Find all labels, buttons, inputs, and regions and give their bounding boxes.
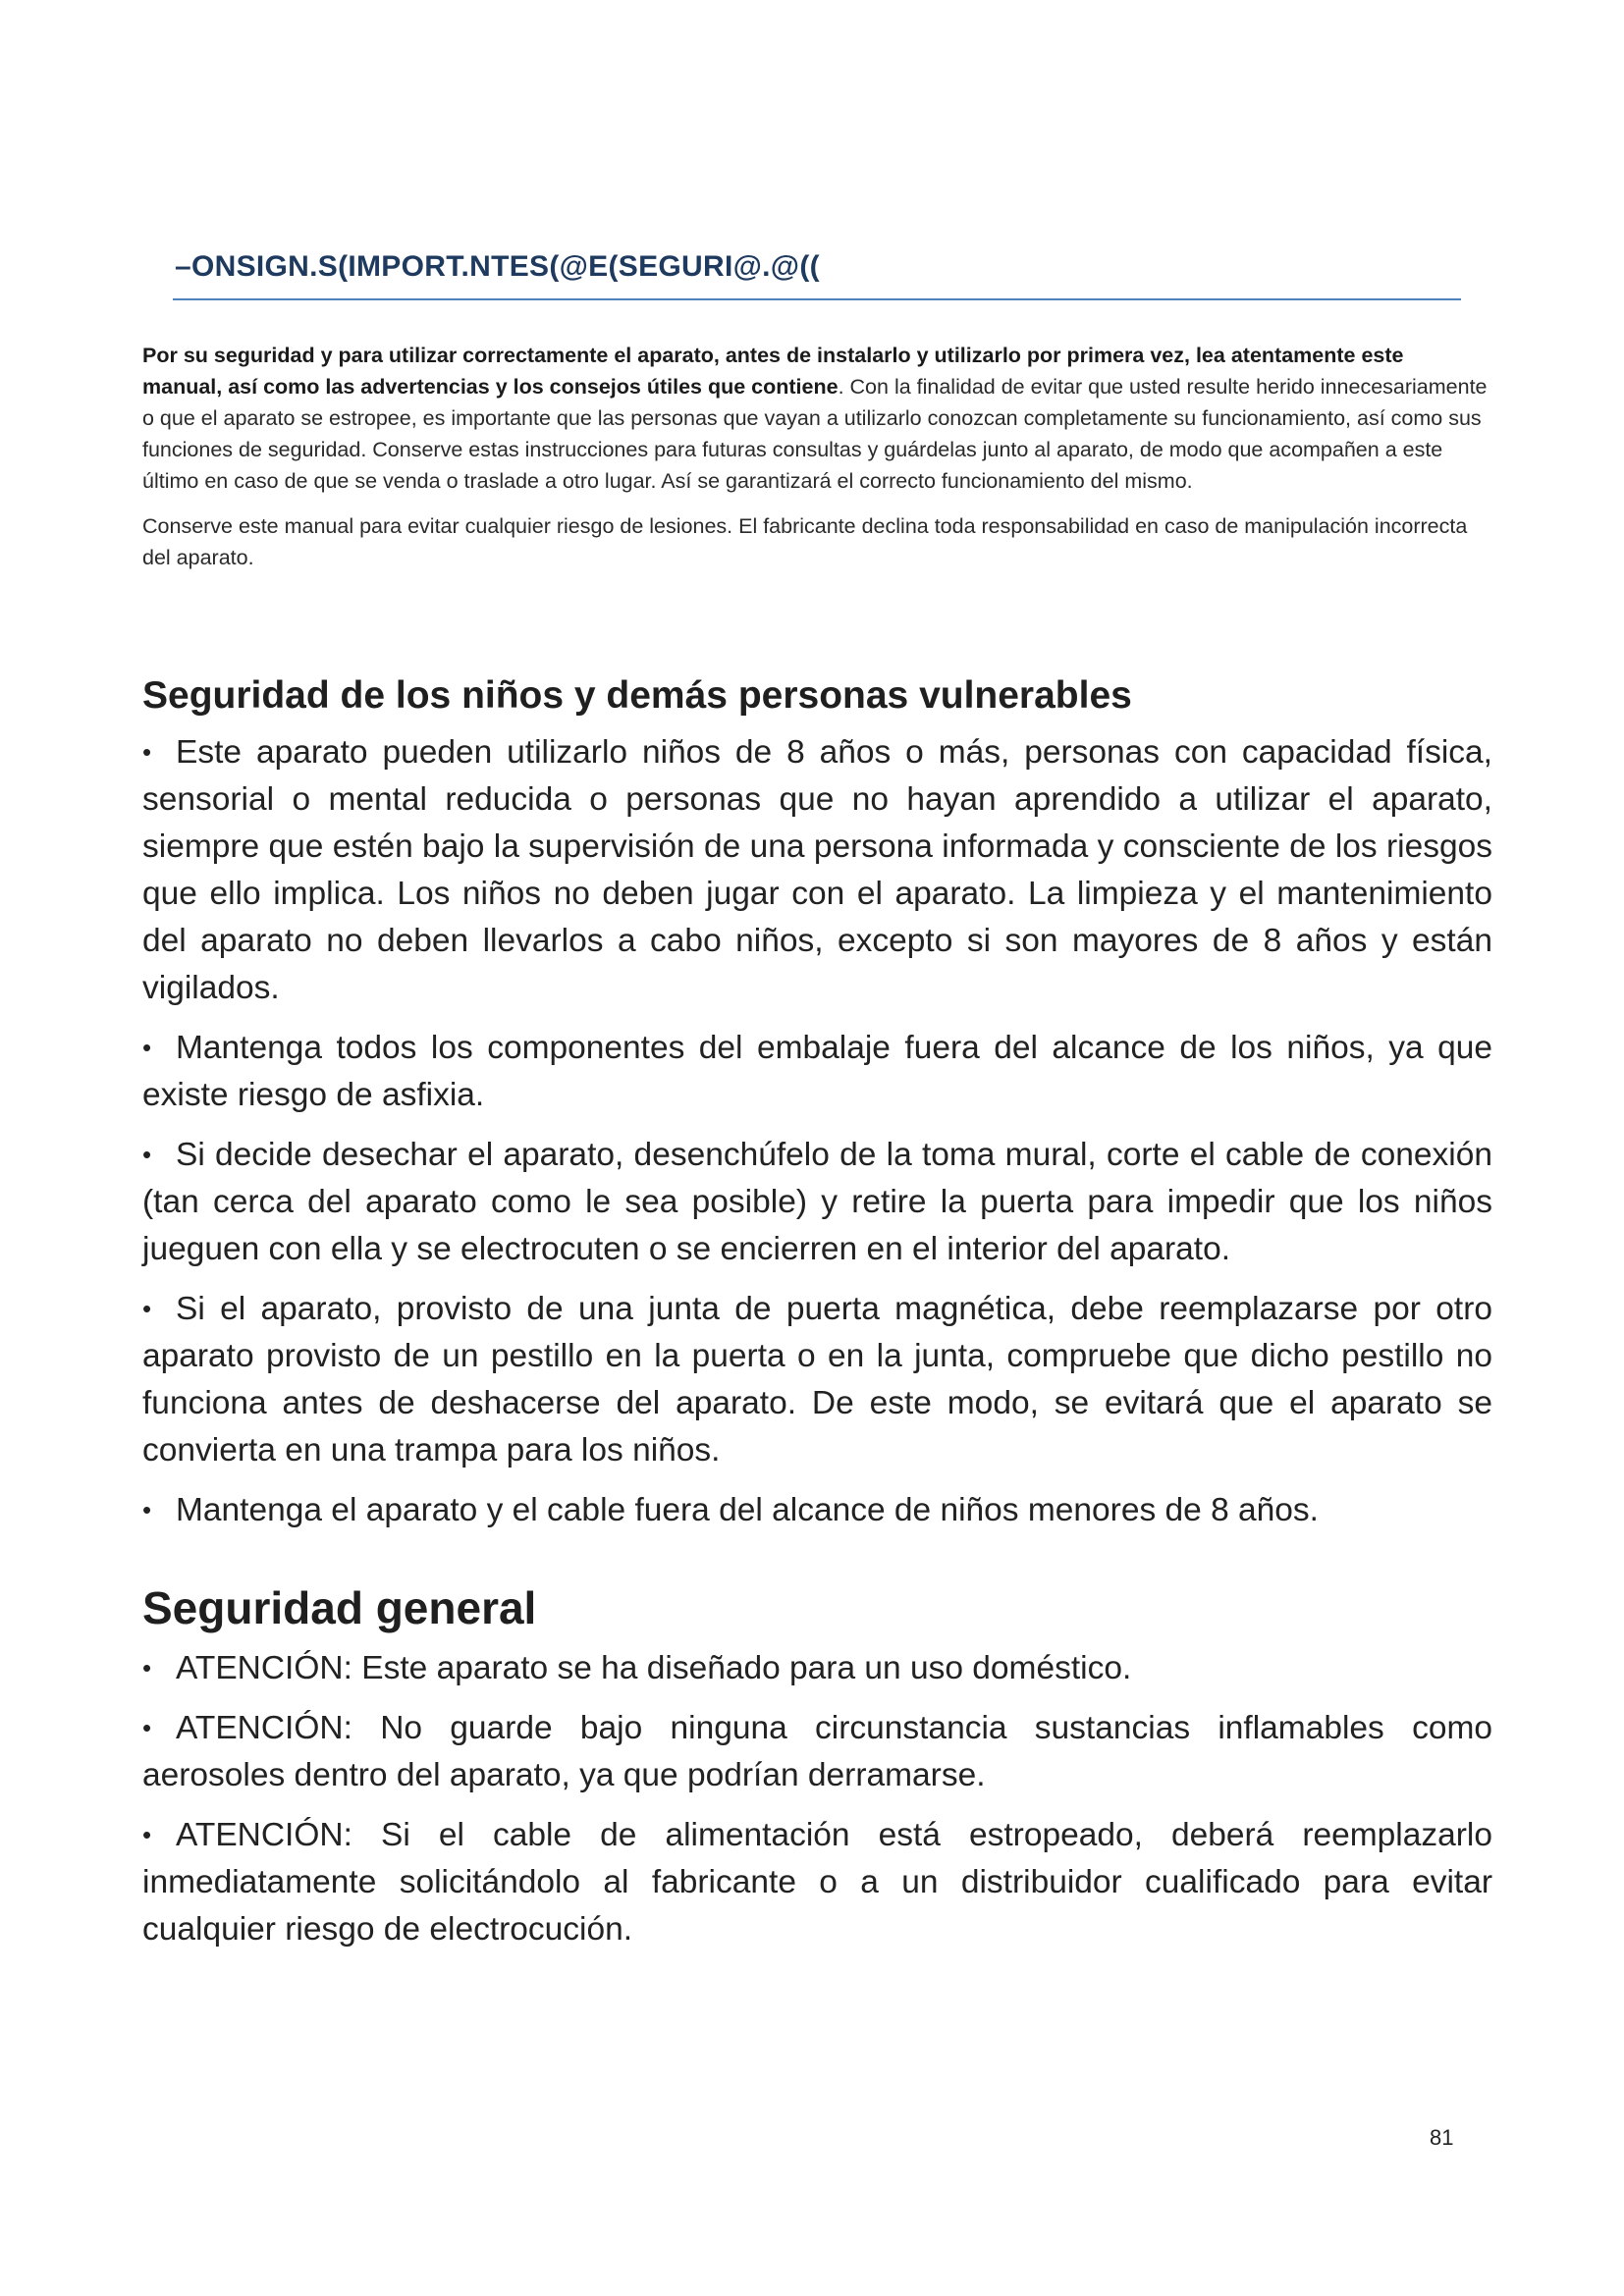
intro-paragraph — [142, 340, 1488, 497]
list-item-text: ATENCIÓN: No guarde bajo ninguna circunstancia sustancias inflamables como aerosoles dentro del aparato, ya que podrían derramarse. — [142, 1710, 1492, 1793]
bullet-icon: • — [142, 1140, 152, 1169]
bullet-icon: • — [142, 737, 152, 767]
list-item — [142, 1024, 1492, 1119]
bullet-icon: • — [142, 1294, 152, 1323]
list-item — [142, 1811, 1492, 1953]
intro-regular-text: . Con la finalidad de evitar que usted resulte herido innecesariamente o que el aparato se estropee, es importante que las personas que vayan a utilizarlo conozcan completamente su funcionamiento, así como sus funciones de seguridad. Conserve estas instrucciones para futuras consultas y guárdelas junto al aparato, de modo que acompañen a este último en caso de que se venda o traslade a otro lugar. Así se garantizará el correcto funcionamiento del mismo. — [142, 375, 1488, 493]
bullet-icon: • — [142, 1653, 152, 1682]
list-item — [142, 1285, 1492, 1474]
bullet-icon: • — [142, 1713, 152, 1742]
list-item — [142, 1131, 1492, 1273]
list-item — [142, 1486, 1492, 1534]
list-item-text: Este aparato pueden utilizarlo niños de 8 años o más, personas con capacidad física, sensorial o mental reducida o personas que no hayan aprendido a utilizar el aparato, siempre que estén bajo la supervisión de una persona informada y consciente de los riesgos que ello implica. Los niños no deben jugar con el aparato. La limpieza y el mantenimiento del aparato no deben llevarlos a cabo niños, excepto si son mayores de 8 años y están vigilados. — [142, 734, 1492, 1006]
page-number: 81 — [1430, 2125, 1454, 2150]
header-title: –ONSIGN.S(IMPORT.NTES(@E(SEGURI@.@(( — [175, 250, 820, 283]
intro-paragraph-2: Conserve este manual para evitar cualquier riesgo de lesiones. El fabricante declina toda responsabilidad en caso de manipulación incorrecta del aparato. — [142, 514, 1468, 569]
list-item-text: ATENCIÓN: Este aparato se ha diseñado para un uso doméstico. — [176, 1650, 1132, 1686]
intro-bold-text: Por su seguridad y para utilizar correctamente el aparato, antes de instalarlo y utilizarlo por primera vez, lea atentamente este manual, así como las advertencias y los consejos útiles que contiene — [142, 344, 1404, 399]
bullet-icon: • — [142, 1033, 152, 1062]
intro-section — [142, 340, 1488, 587]
list-item-text: Mantenga el aparato y el cable fuera del alcance de niños menores de 8 años. — [176, 1492, 1319, 1528]
content-section — [142, 669, 1492, 1965]
children-safety-heading: Seguridad de los niños y demás personas vulnerables — [142, 674, 1132, 717]
general-safety-heading: Seguridad general — [142, 1582, 537, 1633]
list-item-text: Mantenga todos los componentes del embalaje fuera del alcance de los niños, ya que existe riesgo de asfixia. — [142, 1030, 1492, 1113]
list-item — [142, 1704, 1492, 1799]
bullet-icon: • — [142, 1820, 152, 1849]
list-item-text: Si decide desechar el aparato, desenchúfelo de la toma mural, corte el cable de conexión (tan cerca del aparato como le sea posible) y retire la puerta para impedir que los niños jueguen con ella y se electrocuten o se encierren en el interior del aparato. — [142, 1137, 1492, 1267]
header-divider — [173, 298, 1461, 300]
list-item — [142, 1644, 1492, 1692]
list-item — [142, 728, 1492, 1012]
bullet-icon: • — [142, 1495, 152, 1524]
page-header — [175, 247, 1461, 300]
list-item-text: ATENCIÓN: Si el cable de alimentación está estropeado, deberá reemplazarlo inmediatamente solicitándolo al fabricante o a un distribuidor cualificado para evitar cualquier riesgo de electrocución. — [142, 1817, 1492, 1948]
list-item-text: Si el aparato, provisto de una junta de puerta magnética, debe reemplazarse por otro aparato provisto de un pestillo en la puerta o en la junta, compruebe que dicho pestillo no funciona antes de deshacerse del aparato. De este modo, se evitará que el aparato se convierta en una trampa para los niños. — [142, 1291, 1492, 1468]
